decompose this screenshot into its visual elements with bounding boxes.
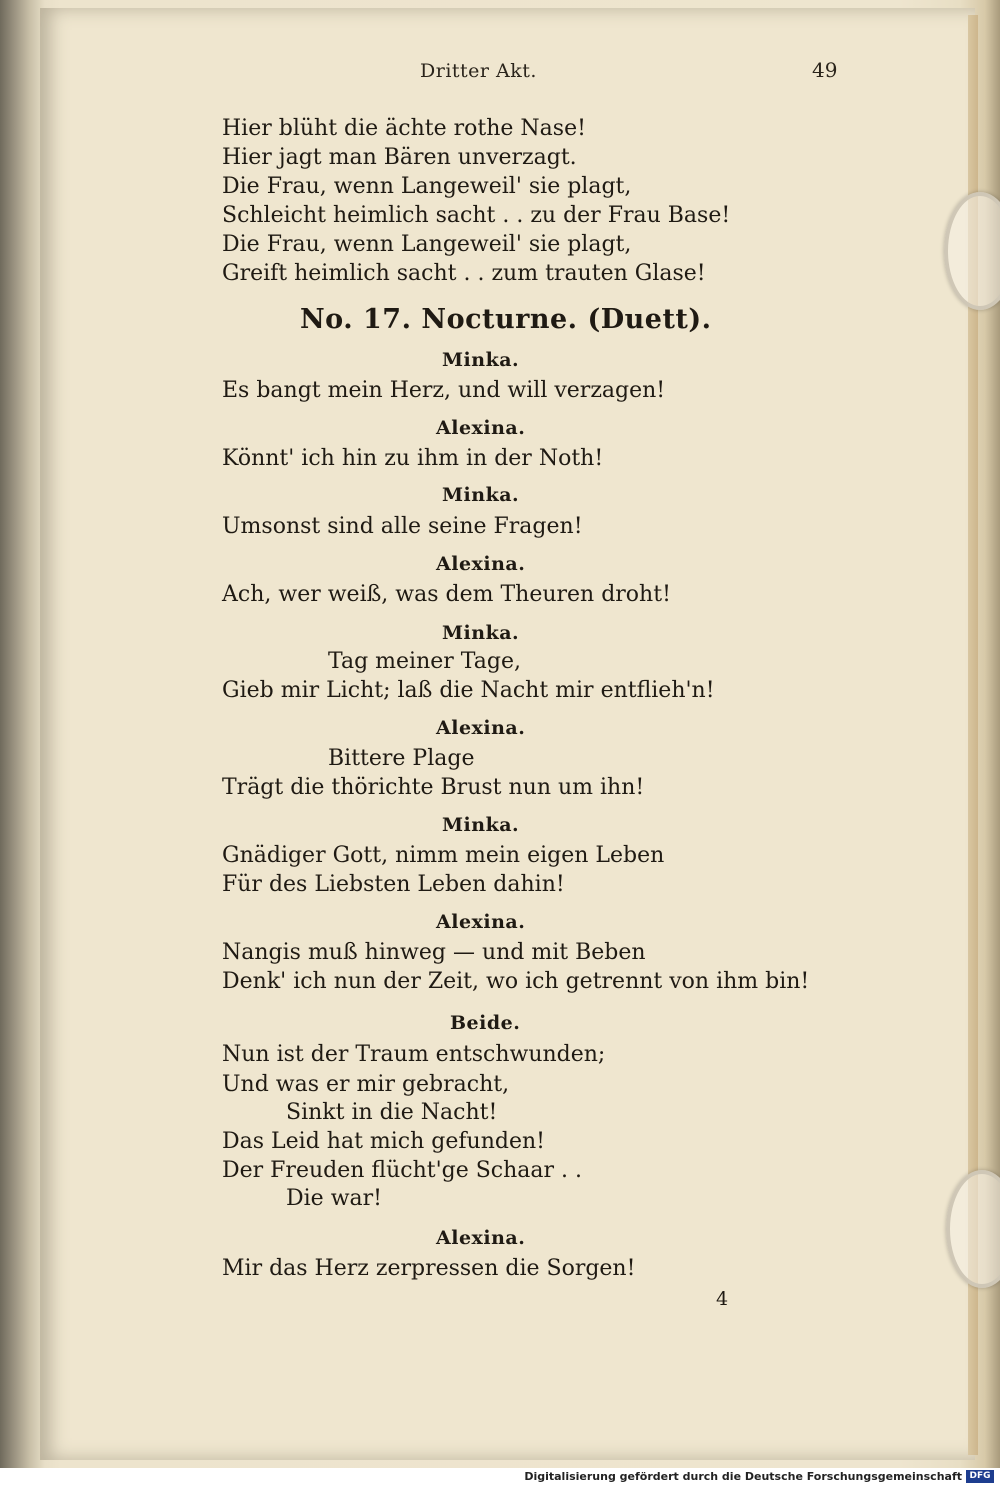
speaker-name: Minka. — [442, 484, 520, 506]
verse-line: Die Frau, wenn Langeweil' sie plagt, — [222, 174, 632, 199]
speaker-name: Alexina. — [436, 417, 526, 439]
verse-line: Hier jagt man Bären unverzagt. — [222, 145, 577, 170]
speaker-name: Beide. — [450, 1012, 521, 1034]
verse-line: Tag meiner Tage, — [328, 649, 521, 674]
verse-line: Sinkt in die Nacht! — [286, 1100, 498, 1125]
footer-credit: Digitalisierung gefördert durch die Deutsche Forschungsgemeinschaft — [524, 1470, 962, 1483]
verse-line: Nangis muß hinweg — und mit Beben — [222, 940, 646, 965]
speaker-name: Alexina. — [436, 553, 526, 575]
verse-line: Denk' ich nun der Zeit, wo ich getrennt von ihm bin! — [222, 969, 810, 994]
verse-line: Könnt' ich hin zu ihm in der Noth! — [222, 446, 604, 471]
verse-line: Gnädiger Gott, nimm mein eigen Leben — [222, 843, 665, 868]
verse-line: Nun ist der Traum entschwunden; — [222, 1042, 606, 1067]
verse-line: Umsonst sind alle seine Fragen! — [222, 514, 583, 539]
verse-line: Greift heimlich sacht . . zum trauten Glase! — [222, 261, 706, 286]
verse-line: Und was er mir gebracht, — [222, 1072, 510, 1097]
verse-line: Schleicht heimlich sacht . . zu der Frau Base! — [222, 203, 731, 228]
speaker-name: Alexina. — [436, 717, 526, 739]
footer-bar — [0, 1468, 1000, 1486]
speaker-name: Minka. — [442, 814, 520, 836]
verse-line: Ach, wer weiß, was dem Theuren droht! — [222, 582, 671, 607]
verse-line: Hier blüht die ächte rothe Nase! — [222, 116, 586, 141]
verse-line: Die Frau, wenn Langeweil' sie plagt, — [222, 232, 632, 257]
verse-line: Bittere Plage — [328, 746, 475, 771]
verse-line: Für des Liebsten Leben dahin! — [222, 872, 565, 897]
verse-line: Der Freuden flücht'ge Schaar . . — [222, 1158, 583, 1183]
running-title: Dritter Akt. — [420, 60, 537, 82]
page-number: 49 — [812, 58, 838, 82]
speaker-name: Minka. — [442, 349, 520, 371]
speaker-name: Alexina. — [436, 1227, 526, 1249]
running-head — [0, 60, 1000, 84]
speaker-name: Minka. — [442, 622, 520, 644]
verse-line: Gieb mir Licht; laß die Nacht mir entflieh'n! — [222, 678, 715, 703]
verse-line: Trägt die thörichte Brust nun um ihn! — [222, 775, 645, 800]
verse-line: Die war! — [286, 1186, 382, 1211]
dfg-logo: DFG — [966, 1470, 994, 1483]
verse-line: Das Leid hat mich gefunden! — [222, 1129, 545, 1154]
signature-mark: 4 — [716, 1288, 729, 1310]
verse-line: Mir das Herz zerpressen die Sorgen! — [222, 1256, 636, 1281]
verse-line: Es bangt mein Herz, und will verzagen! — [222, 378, 666, 403]
section-title: No. 17. Nocturne. (Duett). — [300, 304, 712, 335]
speaker-name: Alexina. — [436, 911, 526, 933]
